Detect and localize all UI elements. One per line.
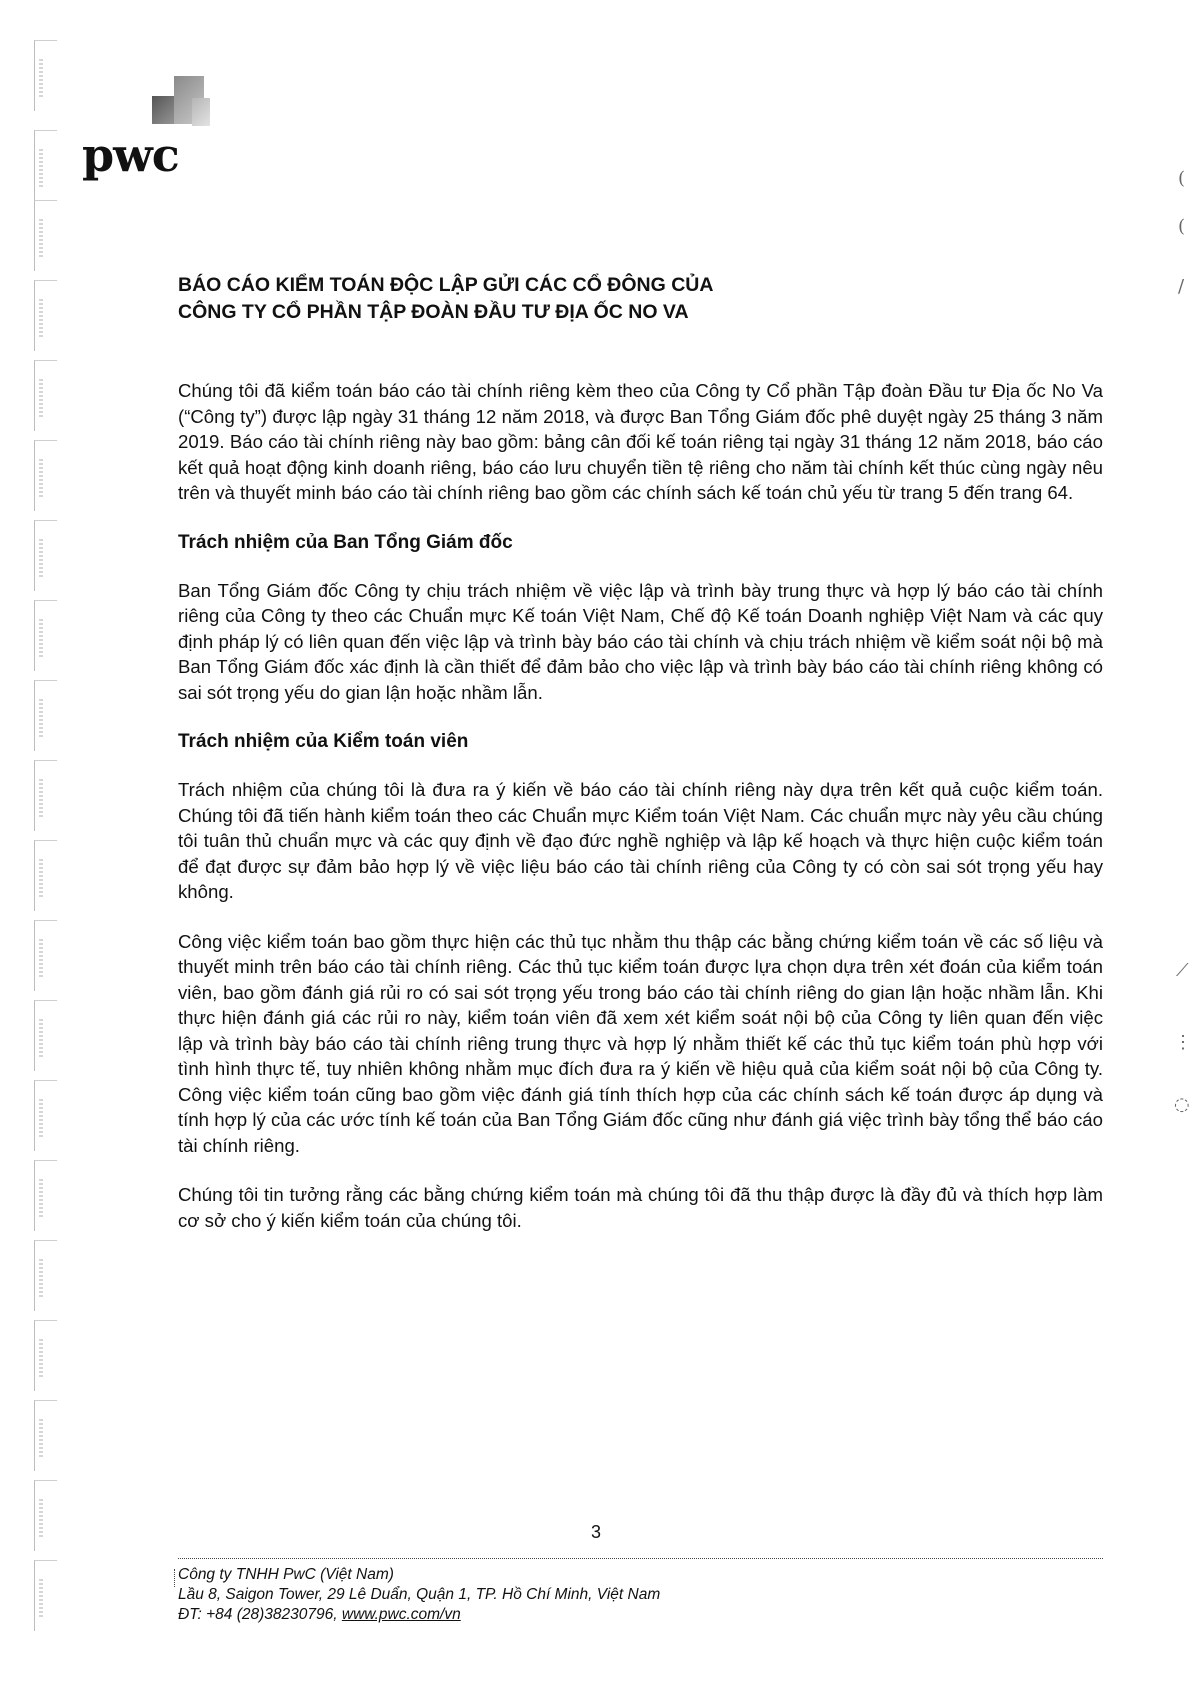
- page-number: 3: [590, 1522, 601, 1542]
- title-line-2: CÔNG TY CỔ PHẦN TẬP ĐOÀN ĐẦU TƯ ĐỊA ỐC NO VA: [178, 301, 689, 323]
- title-line-1: BÁO CÁO KIỂM TOÁN ĐỘC LẬP GỬI CÁC CỔ ĐÔNG CỦA: [178, 274, 714, 296]
- margin-mark: /: [1178, 276, 1185, 297]
- footer-divider: [174, 1569, 175, 1587]
- auditor-responsibility-paragraph-1: Trách nhiệm của chúng tôi là đưa ra ý kiến về báo cáo tài chính riêng này dựa trên kết quả cuộc kiểm toán. Chúng tôi đã tiến hành kiểm toán theo các Chuẩn mực Kiểm toán Việt Nam. Các chuẩn mực này yêu cầu chúng tôi tuân thủ chuẩn mực và các quy định về đạo đức nghề nghiệp và lập kế hoạch và thực hiện cuộc kiểm toán để đạt được sự đảm bảo hợp lý về việc liệu báo cáo tài chính riêng của Công ty có còn sai sót trọng yếu hay không.: [178, 779, 1103, 902]
- section-heading-management: Trách nhiệm của Ban Tổng Giám đốc: [178, 531, 513, 553]
- binding-marks: [34, 40, 64, 1600]
- footer: [178, 1558, 1103, 1625]
- margin-mark: ⟋: [1176, 960, 1189, 981]
- report-title: [178, 272, 1103, 326]
- report-content: [178, 272, 1103, 1233]
- auditor-responsibility-paragraph-2: Công việc kiểm toán bao gồm thực hiện các thủ tục nhằm thu thập các bằng chứng kiểm toán về các số liệu và thuyết minh trên báo cáo tài chính riêng. Các thủ tục kiểm toán được lựa chọn dựa trên xét đoán của kiểm toán viên, bao gồm đánh giá rủi ro có sai sót trọng yếu trong báo cáo tài chính riêng do gian lận hoặc nhầm lẫn. Khi thực hiện đánh giá các rủi ro này, kiểm toán viên đã xem xét kiểm soát nội bộ của Công ty liên quan đến việc lập và trình bày báo cáo tài chính riêng trung thực và hợp lý nhằm thiết kế các thủ tục kiểm toán phù hợp với tình hình thực tế, tuy nhiên không nhằm mục đích đưa ra ý kiến về hiệu quả của kiểm soát nội bộ của Công ty. Công việc kiểm toán cũng bao gồm việc đánh giá tính thích hợp của các chính sách kế toán được áp dụng và tính hợp lý của các ước tính kế toán của Ban Tổng Giám đốc cũng như đánh giá việc trình bày tổng thể báo cáo tài chính riêng.: [178, 930, 1103, 1156]
- section-heading-auditor: Trách nhiệm của Kiểm toán viên: [178, 731, 469, 752]
- pwc-logo: [82, 76, 232, 186]
- footer-website-link[interactable]: www.pwc.com/vn: [341, 1606, 461, 1623]
- footer-address: Lầu 8, Saigon Tower, 29 Lê Duẩn, Quận 1, TP. Hồ Chí Minh, Việt Nam: [178, 1586, 661, 1603]
- intro-paragraph: Chúng tôi đã kiểm toán báo cáo tài chính riêng kèm theo của Công ty Cổ phần Tập đoàn Đầu tư Địa ốc No Va (“Công ty”) được lập ngày 31 tháng 12 năm 2018, và được Ban Tổng Giám đốc phê duyệt ngày 25 tháng 3 năm 2019. Báo cáo tài chính riêng này bao gồm: bảng cân đối kế toán riêng tại ngày 31 tháng 12 năm 2018, báo cáo kết quả hoạt động kinh doanh riêng, báo cáo lưu chuyển tiền tệ riêng cho năm tài chính kết thúc cùng ngày nêu trên và thuyết minh báo cáo tài chính riêng bao gồm các chính sách kế toán chủ yếu từ trang 5 đến trang 64.: [178, 380, 1103, 503]
- management-responsibility-paragraph: Ban Tổng Giám đốc Công ty chịu trách nhiệm về việc lập và trình bày trung thực và hợp lý báo cáo tài chính riêng của Công ty theo các Chuẩn mực Kế toán Việt Nam, Chế độ Kế toán Doanh nghiệp Việt Nam và các quy định pháp lý có liên quan đến việc lập và trình bày báo cáo tài chính và chịu trách nhiệm về kiểm soát nội bộ mà Ban Tổng Giám đốc xác định là cần thiết để đảm bảo cho việc lập và trình bày báo cáo tài chính riêng không có sai sót trọng yếu do gian lận hoặc nhầm lẫn.: [178, 579, 1103, 703]
- logo-block-light: [192, 98, 210, 126]
- footer-phone: ĐT: +84 (28)38230796,: [178, 1606, 338, 1623]
- margin-mark: (: [1178, 216, 1186, 237]
- margin-mark: (: [1178, 168, 1186, 189]
- margin-mark: ⋮: [1174, 1032, 1192, 1053]
- logo-wordmark: pwc: [82, 128, 179, 182]
- margin-mark: ◌: [1174, 1094, 1190, 1115]
- footer-company: Công ty TNHH PwC (Việt Nam): [178, 1566, 394, 1583]
- footer-contact: [178, 1605, 1103, 1625]
- auditor-responsibility-paragraph-3: Chúng tôi tin tưởng rằng các bằng chứng kiểm toán mà chúng tôi đã thu thập được là đầy đủ và thích hợp làm cơ sở cho ý kiến kiểm toán của chúng tôi.: [178, 1184, 1103, 1231]
